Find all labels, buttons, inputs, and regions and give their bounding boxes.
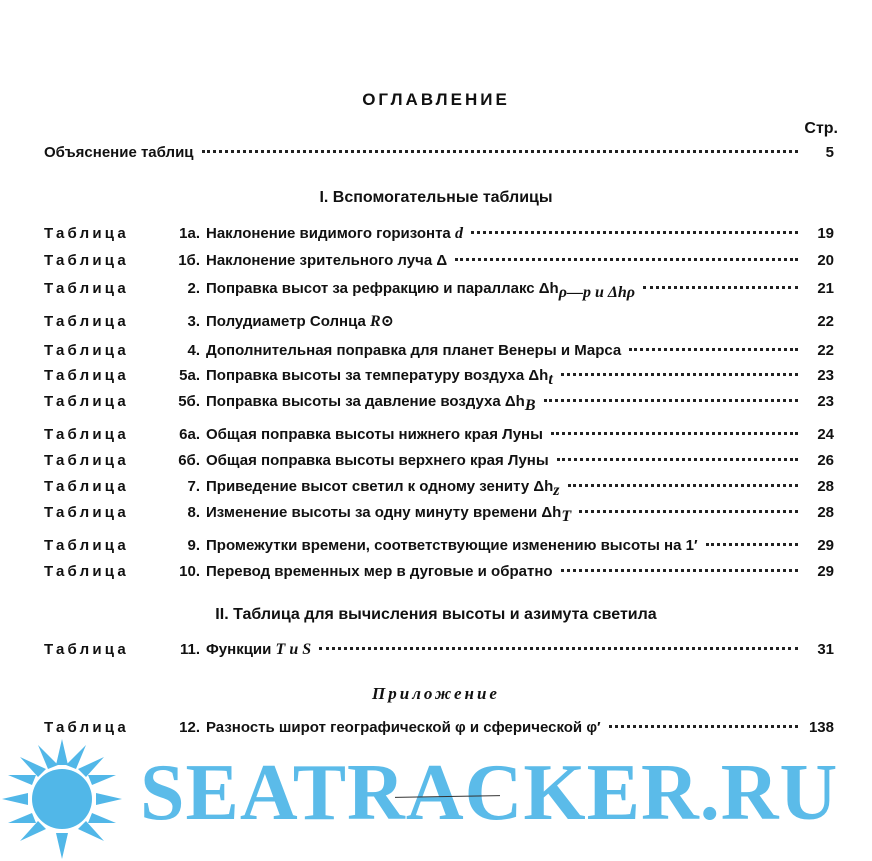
table-number: 2. [187,280,200,297]
toc-entry-text: Перевод временных мер в дуговые и обратно [206,563,553,580]
table-number: 11. [179,641,200,658]
table-word: Таблица [44,719,129,736]
page-title: ОГЛАВЛЕНИЕ [362,90,510,109]
table-number: 5а. [179,367,200,384]
toc-entry-text: Поправка высоты за температуру воздуха $\Delta h_t$ [206,367,553,388]
table-word: Таблица [44,313,129,330]
toc-entry-text: Изменение высоты за одну минуту времени $\Delta h_T$ [206,504,572,525]
toc-entry-text: Поправка высот за рефракцию и параллакс $\Delta h_{\rho—p и \Delta h\rho}$ [206,280,636,301]
dot-leader [643,286,798,289]
toc-entry-text: Дополнительная поправка для планет Венеры и Марса [206,342,622,359]
toc-entry-text: Приведение высот светил к одному зениту $\Delta h_z$ [206,478,560,499]
table-number: 7. [187,478,200,495]
toc-page-number: 138 [808,719,834,736]
toc-row [44,452,834,476]
table-number: 6б. [178,452,200,469]
toc-entry-text: Полудиаметр Солнца R⊙ [206,313,395,330]
watermark [0,735,872,861]
toc-row-intro [44,144,834,168]
dot-leader [561,569,798,572]
table-number: 4. [187,342,200,359]
entry-symbol: z [553,482,560,499]
dot-leader [706,543,798,546]
dot-leader [202,150,798,153]
table-word: Таблица [44,426,129,443]
table-number: 1б. [178,252,200,269]
section-heading-2: II. Таблица для вычисления высоты и азимута светила [215,606,657,623]
table-word: Таблица [44,452,129,469]
toc-page-number: 23 [817,393,834,410]
toc-row [44,393,834,417]
dot-leader [629,348,798,351]
entry-symbol: d [454,225,463,242]
toc-page-number: 21 [817,280,834,297]
toc-row [44,478,834,502]
table-word: Таблица [44,563,129,580]
dot-leader [544,399,799,402]
toc-entry-text: Общая поправка высоты верхнего края Луны [206,452,549,469]
toc-row [44,537,834,561]
table-word: Таблица [44,537,129,554]
table-number: 5б. [178,393,200,410]
table-number: 6а. [179,426,200,443]
entry-symbol: ρ—p и Δhρ [558,284,636,301]
dot-leader [579,510,798,513]
toc-row [44,342,834,366]
toc-page-number: 28 [817,478,834,495]
dot-leader [551,432,798,435]
dot-leader [471,231,798,234]
section-heading-1: I. Вспомогательные таблицы [319,189,553,206]
toc-entry-text: Функции T и S [206,641,312,658]
dot-leader [455,258,798,261]
toc-entry-text: Объяснение таблиц [44,144,194,161]
dot-leader [319,647,798,650]
table-word: Таблица [44,342,129,359]
toc-page-number: 31 [817,641,834,658]
toc-page-number: 24 [817,426,834,443]
entry-symbol: R⊙ [370,313,395,330]
section-heading-appendix: Приложение [372,684,500,703]
entry-symbol: t [548,371,553,388]
table-word: Таблица [44,367,129,384]
toc-row [44,225,834,249]
toc-entry-text: Наклонение видимого горизонта d [206,225,463,242]
page-column-label: Стр. [804,120,838,137]
table-word: Таблица [44,252,129,269]
toc-entry-text: Наклонение зрительного луча Δ [206,252,448,269]
toc-page-number: 23 [817,367,834,384]
watermark-text: SEATRACKER.RU [140,749,839,837]
toc-row [44,504,834,528]
table-number: 1а. [179,225,200,242]
toc-page-number: 26 [817,452,834,469]
table-word: Таблица [44,504,129,521]
toc-page-number: 29 [817,563,834,580]
table-number: 8. [187,504,200,521]
toc-row [44,641,834,665]
toc-entry-text: Разность широт географической φ и сферической φ′ [206,719,601,736]
toc-page-number: 28 [817,504,834,521]
dot-leader [561,373,798,376]
toc-entry-text: Общая поправка высоты нижнего края Луны [206,426,543,443]
table-number: 10. [179,563,200,580]
toc-row [44,252,834,276]
toc-row [44,280,834,304]
dot-leader [568,484,798,487]
toc-page-number: 22 [817,313,834,330]
table-word: Таблица [44,393,129,410]
toc-row [44,426,834,450]
table-word: Таблица [44,225,129,242]
table-word: Таблица [44,478,129,495]
toc-page-number: 5 [825,144,834,161]
toc-page-number: 29 [817,537,834,554]
table-word: Таблица [44,641,129,658]
toc-row [44,311,834,335]
toc-row [44,563,834,587]
table-word: Таблица [44,280,129,297]
dot-leader [402,319,798,322]
toc-page-number: 19 [817,225,834,242]
toc-entry-text: Промежутки времени, соответствующие изменению высоты на 1′ [206,537,698,554]
toc-entry-text: Поправка высоты за давление воздуха $\Delta h_B$ [206,393,536,414]
dot-leader [609,725,798,728]
sun-icon [0,735,140,861]
dot-leader [557,458,798,461]
table-number: 9. [187,537,200,554]
entry-symbol: T [561,508,572,525]
entry-symbol: B [524,397,536,414]
table-number: 3. [187,313,200,330]
toc-page-number: 20 [817,252,834,269]
toc-page-number: 22 [817,342,834,359]
toc-row [44,367,834,391]
table-number: 12. [179,719,200,736]
entry-symbol: T и S [275,641,312,658]
